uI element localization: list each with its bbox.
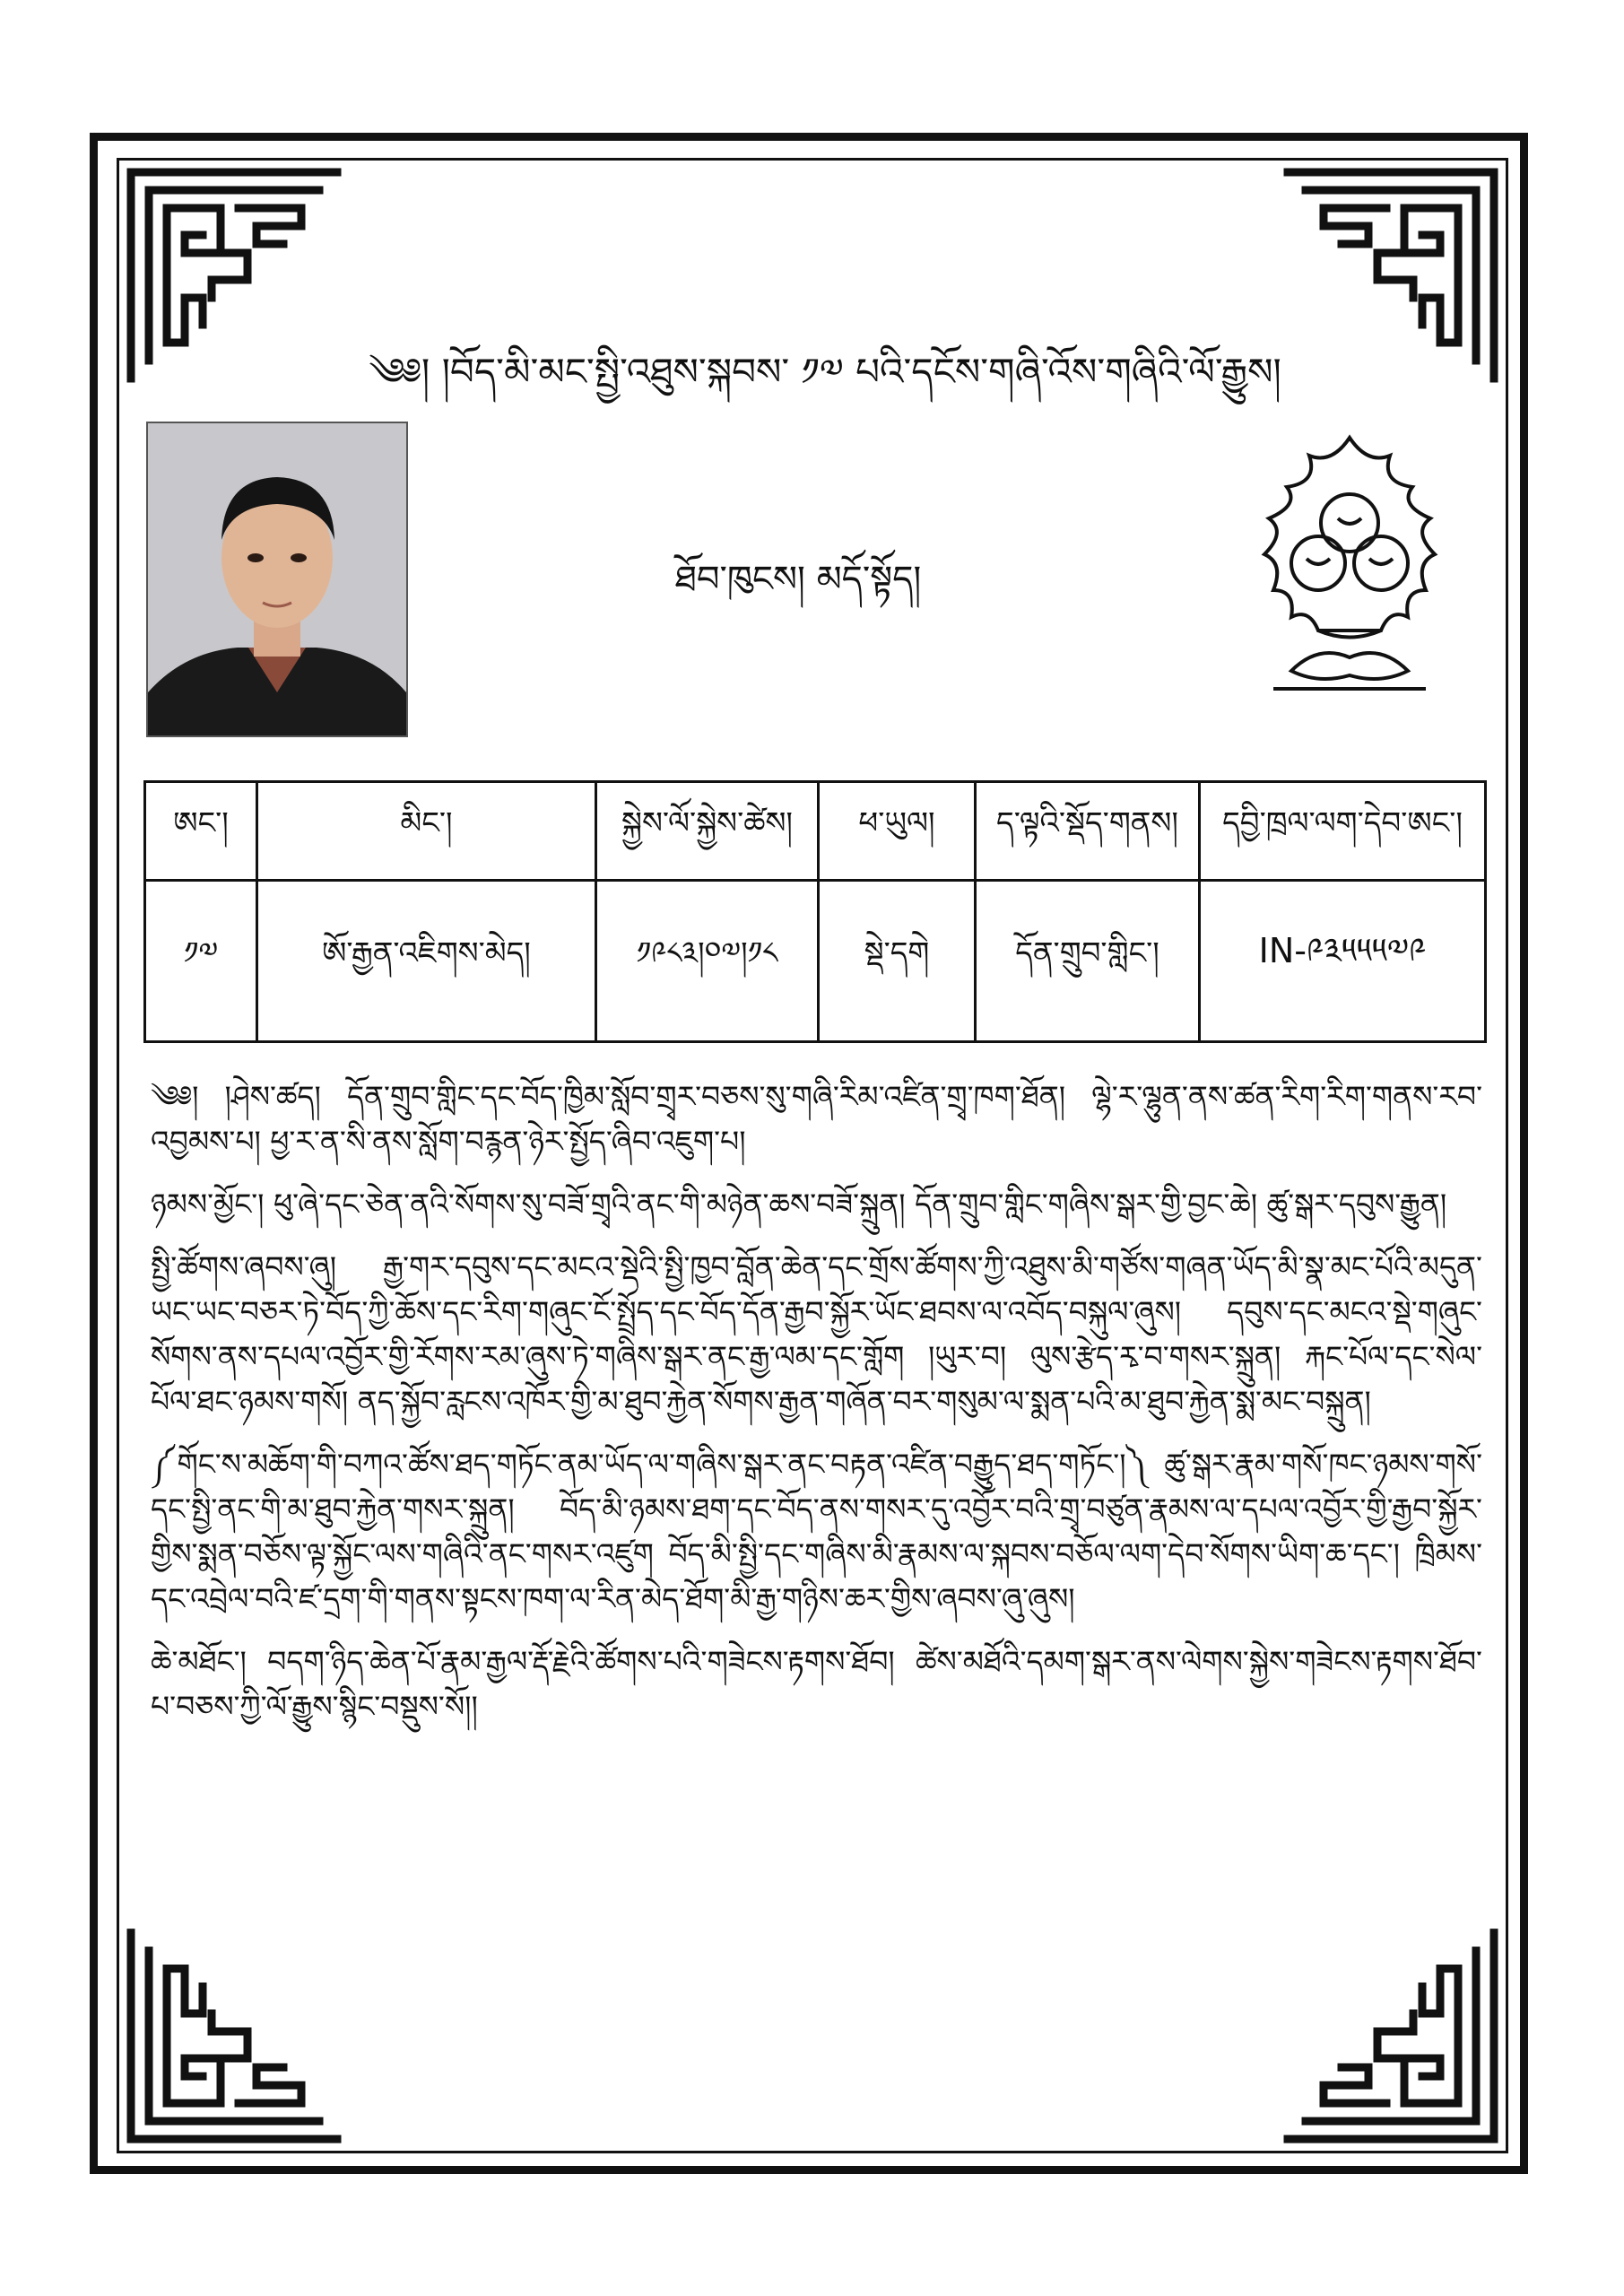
biography-text xyxy=(151,1074,1482,1747)
header-hometown: ཕ་ཡུལ། xyxy=(819,782,976,881)
cell-number: ༡༧ xyxy=(145,881,257,1042)
corner-ornament-icon xyxy=(122,1924,346,2148)
table-header-row xyxy=(145,782,1486,881)
cell-name: ཨོ་རྒྱན་འཇིགས་མེད། xyxy=(257,881,596,1042)
candidate-photo xyxy=(146,422,408,737)
header-birthdate: སྐྱེས་ལོ་སྐྱེས་ཚེས། xyxy=(596,782,819,881)
honors-paragraph: ཆེ་མཐོང་། བདག་ཉིད་ཆེན་པོ་རྣམ་རྒྱལ་རྡོ་རྗེའི་ཚོགས་པའི་གཟེངས་རྟགས་ཐོབ། ཚེས་མཐོའི་དམག་སྒར་ནས་ལེགས་སྐྱེས་གཟེངས་རྟགས་ཐོབ་པ་བཅས་ཀྱི་ལོ་རྒྱུས་སྙིང་བསྡུས་སོ།། xyxy=(151,1644,1482,1724)
service-paragraph: ༼གོང་ས་མཆོག་གི་བཀའ་ཚོས་ཐད་གཏོང་ནམ་ཡོད་ལ་གཞིས་སྒར་ནང་བརྟན་འཛིན་བརྒྱུད་ཐད་གཏོང་།༽ ཚུ་སྒར་རྣམ་གསོ་ཁང་ཉམས་གསོ་དང་སྤྱི་ནང་གི་མ་ཐུབ་རྐྱེན་གསར་སྐྲུན། བོད་མི་ཉམས་ཐག་དང་བོད་ནས་གསར་དུ་འབྱོར་བའི་གྲྭ་བཙུན་རྣམས་ལ་དཔལ་འབྱོར་གྱི་རྒྱབ་སྐྱོར་གྱིས་སྨན་བཅོས་ལྟ་སྐྱོང་ལས་གཞིའི་ནང་གསར་འཛུག བོད་མི་སྤྱི་དང་གཞིས་མི་རྣམས་ལ་སྐབས་བཅོལ་ལག་དེབ་སོགས་ཡིག་ཆ་དང་། ཁྲིམས་དང་འབྲེལ་བའི་ཛ་དྲག་གི་གནས་སྟངས་ཁག་ལ་རིན་མེད་ཐོག་མི་རྒྱ་གཉིས་ཆར་གྱིས་ཞབས་ཞུ་ཞུས། xyxy=(151,1447,1482,1616)
three-jewels-emblem-icon xyxy=(1255,429,1444,707)
candidate-info-table xyxy=(143,780,1487,1043)
cell-residence: དོན་གྲུབ་གླིང་། xyxy=(976,881,1200,1042)
header-green-book-number: དབྱི་ཁྲལ་ལག་དེབ་ཨང་། xyxy=(1200,782,1486,881)
document-title: ༄༅། །བོད་མི་མང་སྤྱི་འཐུས་སྐབས་ ༡༧ པའི་དངོས་གཞི་འོས་གཞིའི་ལོ་རྒྱུས། xyxy=(369,350,1281,394)
corner-ornament-icon xyxy=(1279,1924,1503,2148)
experience-paragraph: ཉམས་མྱོང་། ཕུ་ཞེ་དང་ཅེན་ནའི་སོགས་སུ་བཟོ་གྲྭའི་ནང་གི་མཉེན་ཆས་བཟོ་སྐྲུན། དོན་གྲུབ་གླིང་གཞིས་སྒར་གྱི་བྱང་ཆེ། ཚུ་སྒར་དབུས་རྒྱུན། xyxy=(151,1187,1447,1222)
social-service-paragraph: སྤྱི་ཚོགས་ཞབས་ཞུ། རྒྱ་གར་དབུས་དང་མངའ་སྡེའི་སྤྱི་ཁྱབ་བློན་ཆེན་དང་གྲོས་ཚོགས་ཀྱི་འཐུས་མི་གཙོས་གཞན་ཡོད་མི་སྣ་མང་པོའི་མདུན་ཡང་ཡང་བཅར་ཏེ་བོད་ཀྱི་ཆོས་དང་རིག་གཞུང་ངོ་སྤྲོད་དང་བོད་དོན་རྒྱབ་སྐྱོར་ཡོང་ཐབས་ལ་འབོད་བསྐུལ་ཞུས། དབུས་དང་མངའ་སྡེ་གཞུང་སོགས་ནས་དཔལ་འབྱོར་གྱི་རོགས་རམ་ཞུས་ཏེ་གཞིས་སྒར་ནང་རྒྱ་ལམ་དང་གློག །ཡུར་བ། ལུས་རྩེད་རྭ་བ་གསར་སྐྲུན། རྐང་པོལ་དང་སེལ་པོལ་ཐང་ཉམས་གསོ། ནད་སྐྱོབ་རླངས་འཁོར་གྱི་མ་ཐུབ་རྐྱེན་སོགས་རྒྱན་གཞོན་བར་གསུམ་ལ་སྨན་པའི་མ་ཐུབ་རྐྱེན་སྨ་མང་བསྐྲུན། xyxy=(151,1249,1482,1419)
constituency-label: ཐོབ་ཁུངས། མདོ་སྟོད། xyxy=(674,559,922,600)
cell-birthdate: ༡༩༨༣།༠༧།༡༨ xyxy=(596,881,819,1042)
header-name: མིང་། xyxy=(257,782,596,881)
education-paragraph: ༄༅། །ཤེས་ཚད། དོན་གྲུབ་གླིང་དང་བོད་ཁྱིམ་སློབ་གྲྭར་བཅས་སུ་གཞི་རིམ་འཛིན་གྲྭ་ཁག་ཐོན། ལྷེ་ར་ལྷུན་ནས་ཚན་རིག་རིག་གནས་རབ་འབྱམས་པ། ཕྱ་ར་ན་སི་ནས་སློག་བརྙན་ཉེར་སྤྱོད་ཞིབ་འཇུག་པ། xyxy=(151,1079,1482,1159)
table-row xyxy=(145,881,1486,1042)
corner-ornament-icon xyxy=(122,163,346,387)
header-residence: ད་ལྟའི་སྡོད་གནས། xyxy=(976,782,1200,881)
cell-green-book-number: IN-༩༣༥༥༥༧༩ xyxy=(1200,881,1486,1042)
cell-hometown: སྡེ་དགེ xyxy=(819,881,976,1042)
header-number: ཨང་། xyxy=(145,782,257,881)
